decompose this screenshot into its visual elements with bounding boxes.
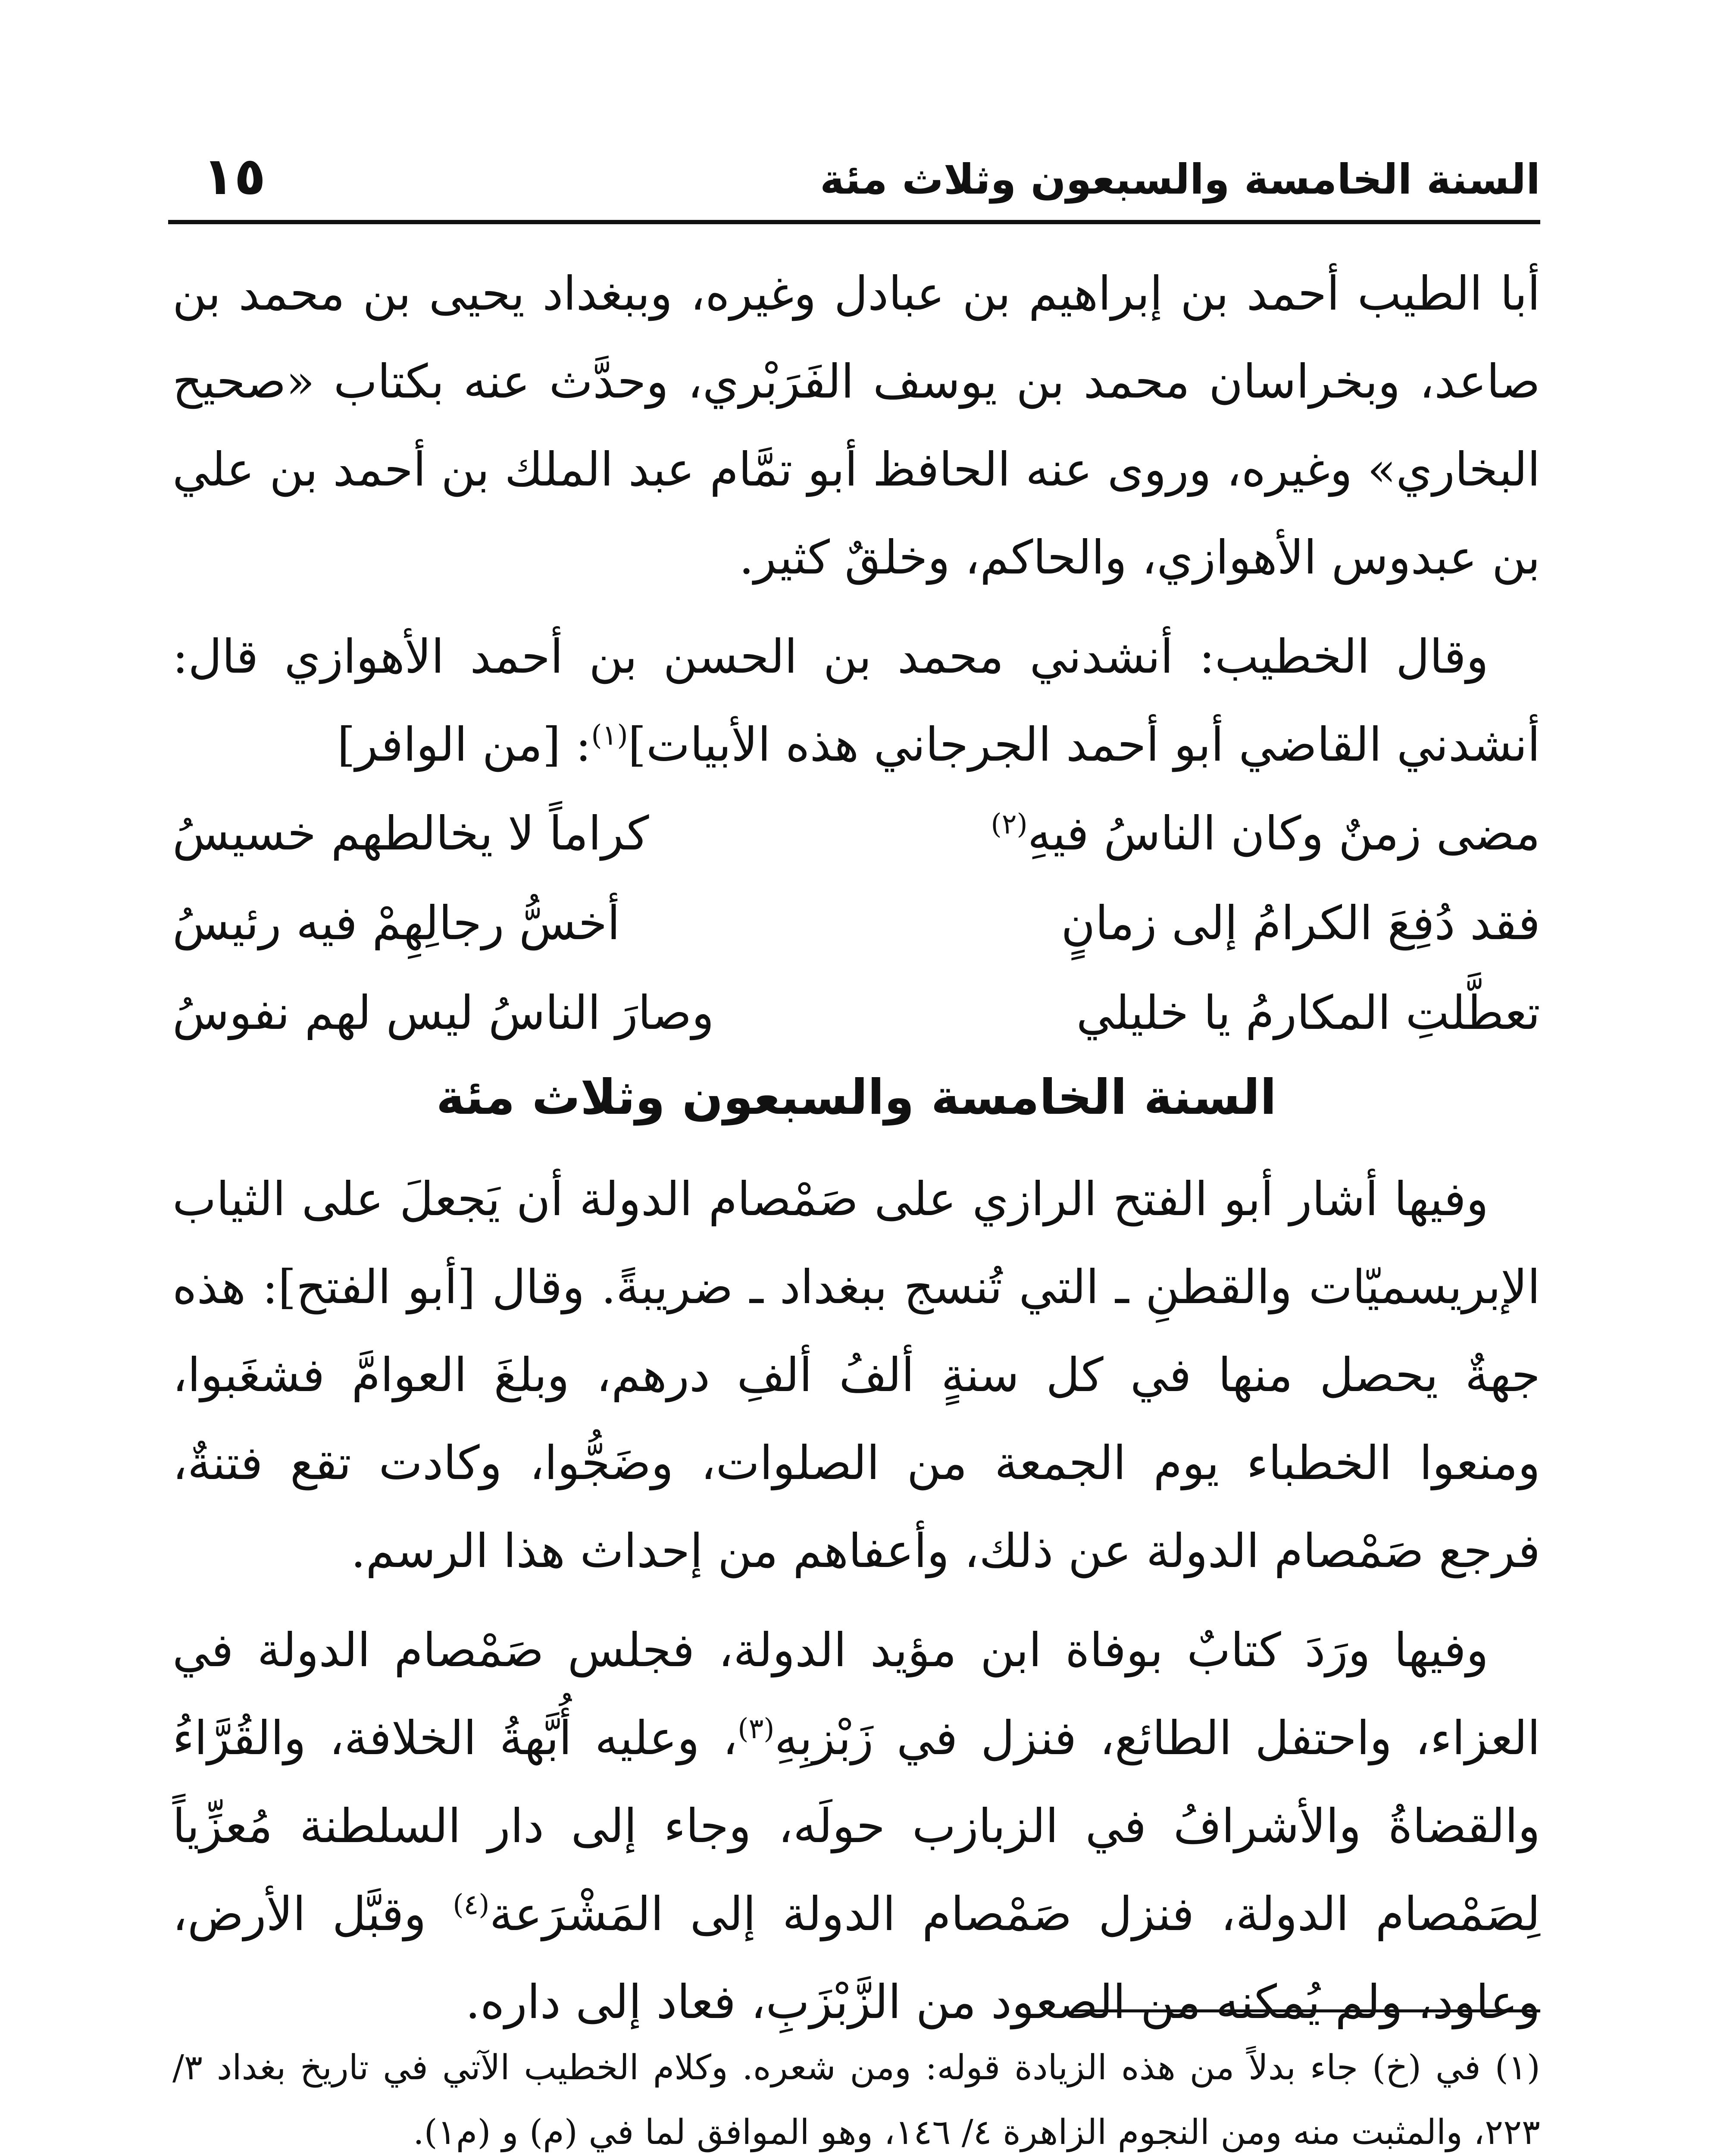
verse-1: [172, 789, 1540, 879]
footnote-separator: [1075, 2009, 1540, 2012]
verse-1-first-hemistich: [898, 789, 1540, 879]
page-header: [168, 116, 1540, 224]
verse-1-first-text: مضى زمنٌ وكان الناسُ فيهِ: [1027, 807, 1540, 861]
paragraph-4-text-1: وفيها ورَدَ كتابٌ بوفاة ابن مؤيد الدولة، فجلس صَمْصام الدولة في العزاء، واحتفل الطائع، فنزل في زَبْزبِهِ: [172, 1623, 1540, 1765]
paragraph-4-text-2: ، وعليه أُبَّهةُ الخلافة، والقُرَّاءُ والقضاةُ والأشرافُ في الزبازب حولَه، وجاء إلى دار السلطنة مُعزِّياً لِصَمْصام الدولة، فنزل صَمْصام الدولة إلى المَشْرَعة: [172, 1711, 1540, 1941]
footnote-1: (١) في (خ) جاء بدلاً من هذه الزيادة قوله: ومن شعره. وكلام الخطيب الآتي في تاريخ بغداد ٣/ ٢٢٣، والمثبت منه ومن النجوم الزاهرة ٤/ ١٤٦، وهو الموافق لما في (م) و (م١).: [172, 2047, 1540, 2152]
verse-3-second-hemistich: وصارَ الناسُ ليس لهم نفوسُ: [172, 986, 714, 1040]
section-heading: السنة الخامسة والسبعون وثلاث مئة: [436, 1069, 1277, 1125]
footnote-ref-3: (٣): [738, 1713, 775, 1745]
poem: [172, 789, 1540, 1058]
paragraph-2-tail: : [من الوافر]: [337, 718, 591, 772]
paragraph-4: [172, 1607, 1540, 2046]
verse-3-first-hemistich: تعطَّلتِ المكارمُ يا خليلي: [1076, 986, 1540, 1040]
paragraph-4-text-3: وقبَّل الأرض، وعاود، ولم يُمكنه من الصعود من الزَّبْزَبِ، فعاد إلى داره.: [172, 1887, 1540, 2029]
paragraph-3-text: وفيها أشار أبو الفتح الرازي على صَمْصام الدولة أن يَجعلَ على الثياب الإبريسميّات والقطنِ ـ التي تُنسج ببغداد ـ ضريبةً. وقال [أبو الفتح]: هذه جهةٌ يحصل منها في كل سنةٍ ألفُ ألفِ درهم، وبلغَ العوامَّ فشغَبوا، ومنعوا الخطباء يوم الجمعة من الصلوات، وضَجُّوا، وكادت تقع فتنةٌ، فرجع صَمْصام الدولة عن ذلك، وأعفاهم من إحداث هذا الرسم.: [172, 1172, 1540, 1578]
footnote-ref-2: (٢): [991, 808, 1028, 840]
verse-3: [172, 968, 1540, 1058]
verse-1-second-hemistich: كراماً لا يخالطهم خسيسُ: [172, 807, 649, 861]
page-number: ١٥: [203, 147, 266, 207]
paragraph-2: [172, 613, 1540, 789]
verse-2: [172, 879, 1540, 968]
main-text-block: [172, 1156, 1540, 2058]
paragraph-2-text: وقال الخطيب: أنشدني محمد بن الحسن بن أحمد الأهوازي قال: أنشدني القاضي أبو أحمد الجرجاني هذه الأبيات]: [172, 630, 1540, 772]
paragraph-1-text: أبا الطيب أحمد بن إبراهيم بن عبادل وغيره، وببغداد يحيى بن محمد بن صاعد، وبخراسان محمد بن يوسف الفَرَبْري، وحدَّث عنه بكتاب «صحيح البخاري» وغيره، وروى عنه الحافظ أبو تمَّام عبد الملك بن أحمد بن علي بن عبدوس الأهوازي، والحاكم، وخلقٌ كثير.: [172, 267, 1540, 585]
paragraph-3: [172, 1156, 1540, 1595]
running-title: السنة الخامسة والسبعون وثلاث مئة: [820, 155, 1540, 204]
top-text-block: [172, 250, 1540, 800]
verse-2-second-hemistich: أخسُّ رجالِهِمْ فيه رئيسُ: [172, 896, 620, 950]
footnotes: [172, 2035, 1540, 2156]
header-rule: [168, 220, 1540, 224]
footnote-ref-1: (١): [591, 719, 628, 752]
paragraph-1: [172, 250, 1540, 602]
verse-2-first-hemistich: فقد دُفِعَ الكرامُ إلى زمانٍ: [1061, 896, 1540, 950]
footnote-ref-4: (٤): [453, 1889, 490, 1921]
